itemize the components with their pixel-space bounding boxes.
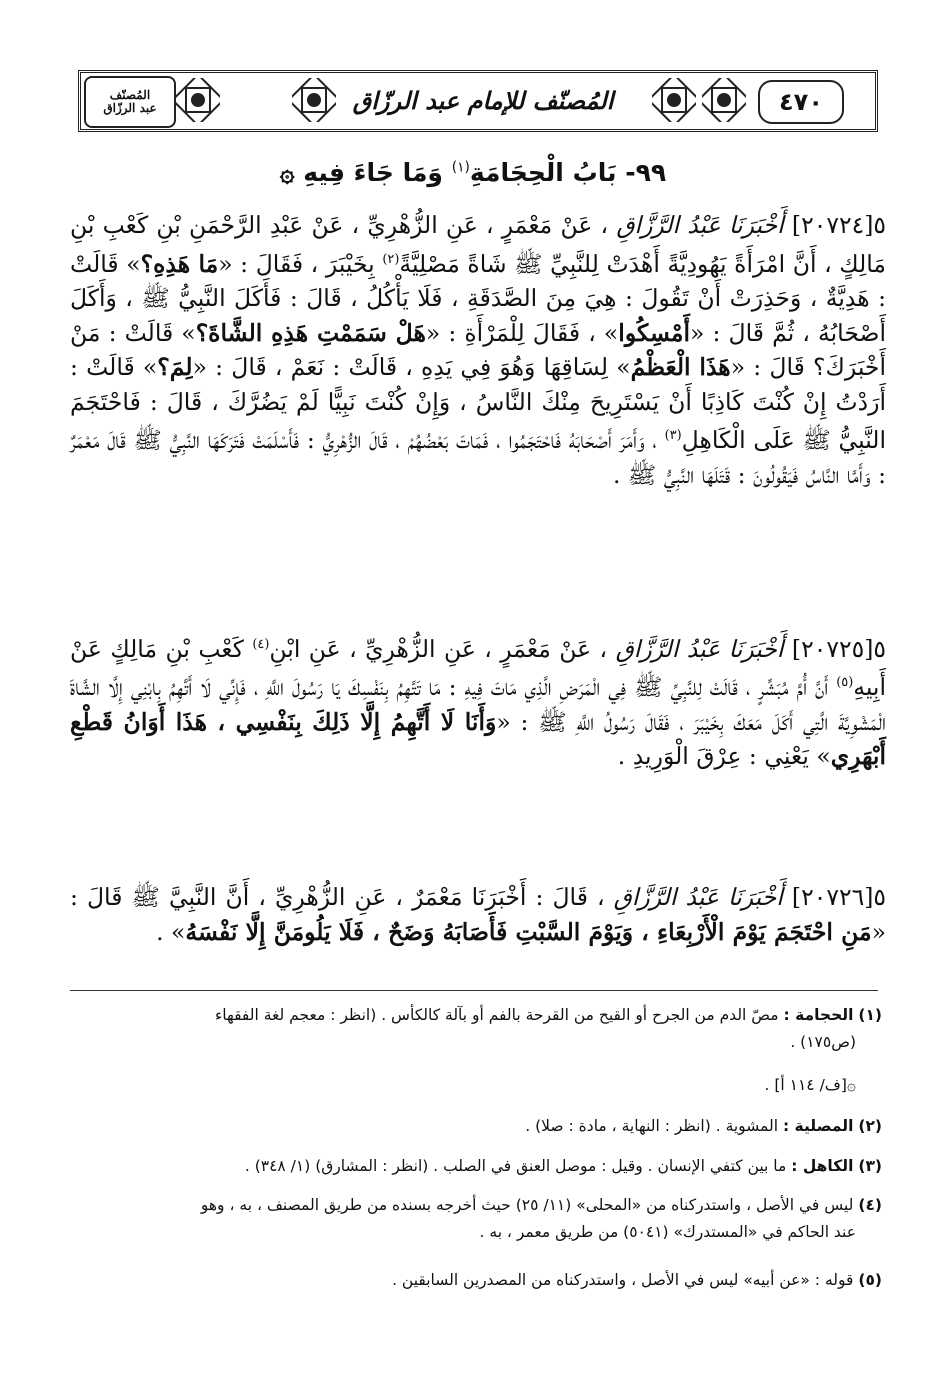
footnote-text: ليس في الأصل ، واستدركناه من «المحلى» (١١/ ٢٥) حيث أخرجه بسنده من طريق المصنف ، به ، وهو [200,1196,854,1214]
footnote-separator [70,990,878,991]
page-header [78,70,878,132]
hadith-text: » . [156,917,186,946]
footnote-text: مصّ الدم من الجرح أو القيح من القرحة بالفم أو بآلة كالكأس . (انظر : معجم لغة الفقهاء [214,1006,779,1024]
hadith-text: ، عَنْ مَعْمَرٍ ، عَنِ الزُّهْرِيِّ ، عَنْ عَبْدِ الرَّحْمَنِ بْنِ كَعْبِ بْنِ مَالِكٍ ، أَنَّ امْرَأَةً يَهُودِيَّةً أَهْدَتْ لِلنَّبِيِّ ﷺ شَاةً مَصْلِيَّةً [70,211,886,278]
footnote-text: ۞[ف/ ١١٤ أ] . [764,1076,856,1094]
hadith-text: بِخَيْبَرَ ، فَقَالَ : « [218,249,383,278]
hadith-entry [70,880,886,949]
footnote-ref: (٥) [836,675,854,691]
hadith-text: ، قَالَ : أَخْبَرَنَا مَعْمَرٌ ، عَنِ الزُّهْرِيِّ ، أَنَّ النَّبِيَّ ﷺ قَالَ : « [70,883,886,946]
book-seal [84,76,176,128]
hadith-text: » قَالَتْ : هَدِيَّةٌ ، وَحَذِرَتْ أَنْ تَقُولَ : هِيَ مِنَ الصَّدَقَةِ ، فَلَا يَأْكُلُ ، قَالَ : فَأَكَلَ النَّبِيُّ ﷺ ، وَأَكَلَ أَصْحَابُهُ ، ثُمَّ قَالَ : « [70,249,886,347]
footnote-number: (٤) [858,1196,882,1214]
footnote [72,1113,882,1140]
chapter-heading [60,158,886,187]
footnote-text: قوله : «عن أبيه» ليس في الأصل ، واستدركناه من المصدرين السابقين . [392,1271,854,1289]
footnote [72,1002,882,1056]
footnote-number: (٢) [858,1117,882,1135]
hadith-text: ، عَنْ مَعْمَرٍ ، عَنِ الزُّهْرِيِّ ، عَنِ ابْنِ [269,634,608,663]
footnote-ref: (١) [451,159,470,176]
footnote-text: المشوية . (انظر : النهاية ، مادة : صلا) . [525,1117,779,1135]
seal-line: المُصنّف [109,88,151,103]
hadith-chain-lead: أَخْبَرَنَا عَبْدُ الرَّزَّاقِ [616,211,784,239]
hadith-chain-lead: أَخْبَرَنَا عَبْدُ الرَّزَّاقِ [615,634,784,663]
hadith-text: » ، فَقَالَ لِلْمَرْأَةِ : « [425,318,619,347]
footnote-term: الكاهل : [791,1157,854,1175]
chapter-title: بَابُ الْحِجَامَةِ [469,158,617,187]
footnote-continuation: (ص١٧٥) . [790,1033,856,1051]
hadith-number: ٥[٢٠٧٢٦] [791,883,886,911]
hadith-text: لِسَاقِهَا وَهُوَ فِي يَدِهِ ، قَالَتْ : نَعَمْ ، قَالَ : « [192,353,617,382]
footnote-term: المصلية : [782,1117,854,1135]
hadith-text: أَنَّ أُمَّ مُبَشِّرٍ ، قَالَتْ لِلنَّبِيِّ ﷺ فِي الْمَرَضِ الَّذِي مَاتَ فِيهِ : مَا تَتَّهِمُ بِنَفْسِكَ يَا رَسُولَ اللَّهِ ، فَإِنِّي لَا أَتَّهِمُ بِابْنِي إِلَّا الشَّاةَ الْمَشْوِيَّةَ الَّتِي أَكَلَ مَعَكَ بِخَيْبَرَ ، فَقَالَ رَسُولُ اللَّهِ ﷺ : « [70,673,886,736]
hadith-entry [70,628,886,774]
prophetic-quote: هَلْ سَمَمْتِ هَذِهِ الشَّاةَ؟ [195,318,426,347]
seal-line: عبد الرزّاق [103,101,157,115]
prophetic-quote: مَا هَذِهِ؟ [140,249,219,278]
prophetic-quote: لِمَ؟ [157,353,193,382]
hadith-number: ٥[٢٠٧٢٤] [791,211,886,239]
hadith-text: كَعْبِ بْنِ مَالِكٍ عَنْ أَبِيهِ [70,634,886,702]
footnote [72,1153,882,1180]
hadith-entry: ٥[٢٠٧٢٤] أَخْبَرَنَا عَبْدُ الرَّزَّاقِ ، عَنْ مَعْمَرٍ ، عَنِ الزُّهْرِيِّ ، عَنْ عَبْدِ الرَّحْمَنِ بْنِ كَعْبِ بْنِ مَالِكٍ ، أَنَّ امْرَأَةً يَهُودِيَّةً أَهْدَتْ لِلنَّبِيِّ ﷺ شَاةً مَصْلِيَّةً$^{(٢)}$ بِخَيْبَرَ ، فَقَالَ : «مَا هَذِهِ؟» قَالَتْ : هَدِيَّةٌ ، وَحَذِرَتْ أَنْ تَقُولَ : هِيَ مِنَ الصَّدَقَةِ ، فَلَا يَأْكُلُ ، قَالَ : فَأَكَلَ النَّبِيُّ ﷺ ، وَأَكَلَ أَصْحَابُهُ ، ثُمَّ قَالَ : «أَمْسِكُوا» ، فَقَالَ لِلْمَرْأَةِ : «هَلْ سَمَمْتِ هَذِهِ الشَّاةَ؟» قَالَتْ : مَنْ أَخْبَرَكَ؟ قَالَ : «هَذَا الْعَظْمُ» لِسَاقِهَا وَهُوَ فِي يَدِهِ ، قَالَتْ : نَعَمْ ، قَالَ : «لِمَ؟» قَالَتْ : أَرَدْتُ إِنْ كُنْتَ كَاذِبًا أَنْ يَسْتَرِيحَ مِنْكَ النَّاسُ ، وَإِنْ كُنْتَ نَبِيًّا لَمْ يَضُرَّكَ ، قَالَ : فَاحْتَجَمَ النَّبِيُّ ﷺ عَلَى الْكَاهِلِ$^{(٣)}$ ، وَأَمَرَ أَصْحَابَهُ فَاحْتَجَمُوا ، فَمَاتَ بَعْضُهُمْ ، قَالَ الزُّهْرِيُّ : فَأَسْلَمَتْ فَتَرَكَهَا النَّبِيُّ ﷺ قَالَ مَعْمَرٌ : وَأَمَّا النَّاسُ فَيَقُولُونَ : قَتَلَهَا النَّبِيُّ ﷺ . [70,211,886,489]
chapter-number: ٩٩- [625,158,667,187]
footnote-term: الحجامة : [783,1006,854,1024]
prophetic-quote: وَأَنَا لَا أَتَّهِمُ إِلَّا ذَلِكَ بِنَفْسِي ، هَذَا أَوَانُ قَطْعِ أَبْهَرِي [70,707,886,771]
hadith-text: » يَعْنِي : عِرْقَ الْوَرِيدِ . [617,742,831,771]
ornament-icon [702,78,746,122]
footnote-number: (٣) [858,1157,882,1175]
page-number: ٤٧٠ [758,80,844,124]
running-title: المُصنّف للإمام عبد الرزّاق [352,85,614,115]
prophetic-quote: أَمْسِكُوا [618,318,691,347]
hadith-text: » قَالَتْ : مَنْ أَخْبَرَكَ؟ قَالَ : « [70,318,886,382]
prophetic-quote: هَذَا الْعَظْمُ [630,353,731,382]
footnote-text: ما بين كتفي الإنسان . وقيل : موصل العنق في الصلب . (انظر : المشارق) (١/ ٣٤٨) . [244,1157,787,1175]
hadith-text: » قَالَتْ : أَرَدْتُ إِنْ كُنْتَ كَاذِبًا أَنْ يَسْتَرِيحَ مِنْكَ النَّاسُ ، وَإِنْ كُنْتَ نَبِيًّا لَمْ يَضُرَّكَ ، قَالَ : فَاحْتَجَمَ النَّبِيُّ ﷺ عَلَى الْكَاهِلِ [70,353,886,455]
footnote-ref: (٤) [252,637,270,652]
footnote-continuation: عند الحاكم في «المستدرك» (٥٠٤١) من طريق معمر ، به . [479,1223,856,1241]
footnote [72,1072,882,1099]
hadith-chain-lead: أَخْبَرَنَا عَبْدُ الرَّزَّاقِ [613,883,783,911]
ornament-icon [652,78,696,122]
prophetic-quote: مَنِ احْتَجَمَ يَوْمَ الْأَرْبِعَاءِ ، وَيَوْمَ السَّبْتِ فَأَصَابَهُ وَضَحٌ ، فَلَا يَلُومَنَّ إِلَّا نَفْسَهُ [185,917,872,946]
footnote [72,1267,882,1294]
footnote-ref: (٢) [382,251,400,267]
footnote-number: (٥) [858,1271,882,1289]
hadith-number: ٥[٢٠٧٢٥] [791,634,886,663]
ornament-icon [176,78,220,122]
footnote-ref: (٣) [664,428,682,444]
hadith-text: ، وَأَمَرَ أَصْحَابَهُ فَاحْتَجَمُوا ، فَمَاتَ بَعْضُهُمْ ، قَالَ الزُّهْرِيُّ : فَأَسْلَمَتْ فَتَرَكَهَا النَّبِيُّ ﷺ قَالَ مَعْمَرٌ : وَأَمَّا النَّاسُ فَيَقُولُونَ : قَتَلَهَا النَّبِيُّ ﷺ . [70,426,886,489]
footnote [72,1192,882,1246]
chapter-title-rest: وَمَا جَاءَ فِيهِ ۞ [279,158,443,187]
footnote-number: (١) [858,1006,882,1024]
